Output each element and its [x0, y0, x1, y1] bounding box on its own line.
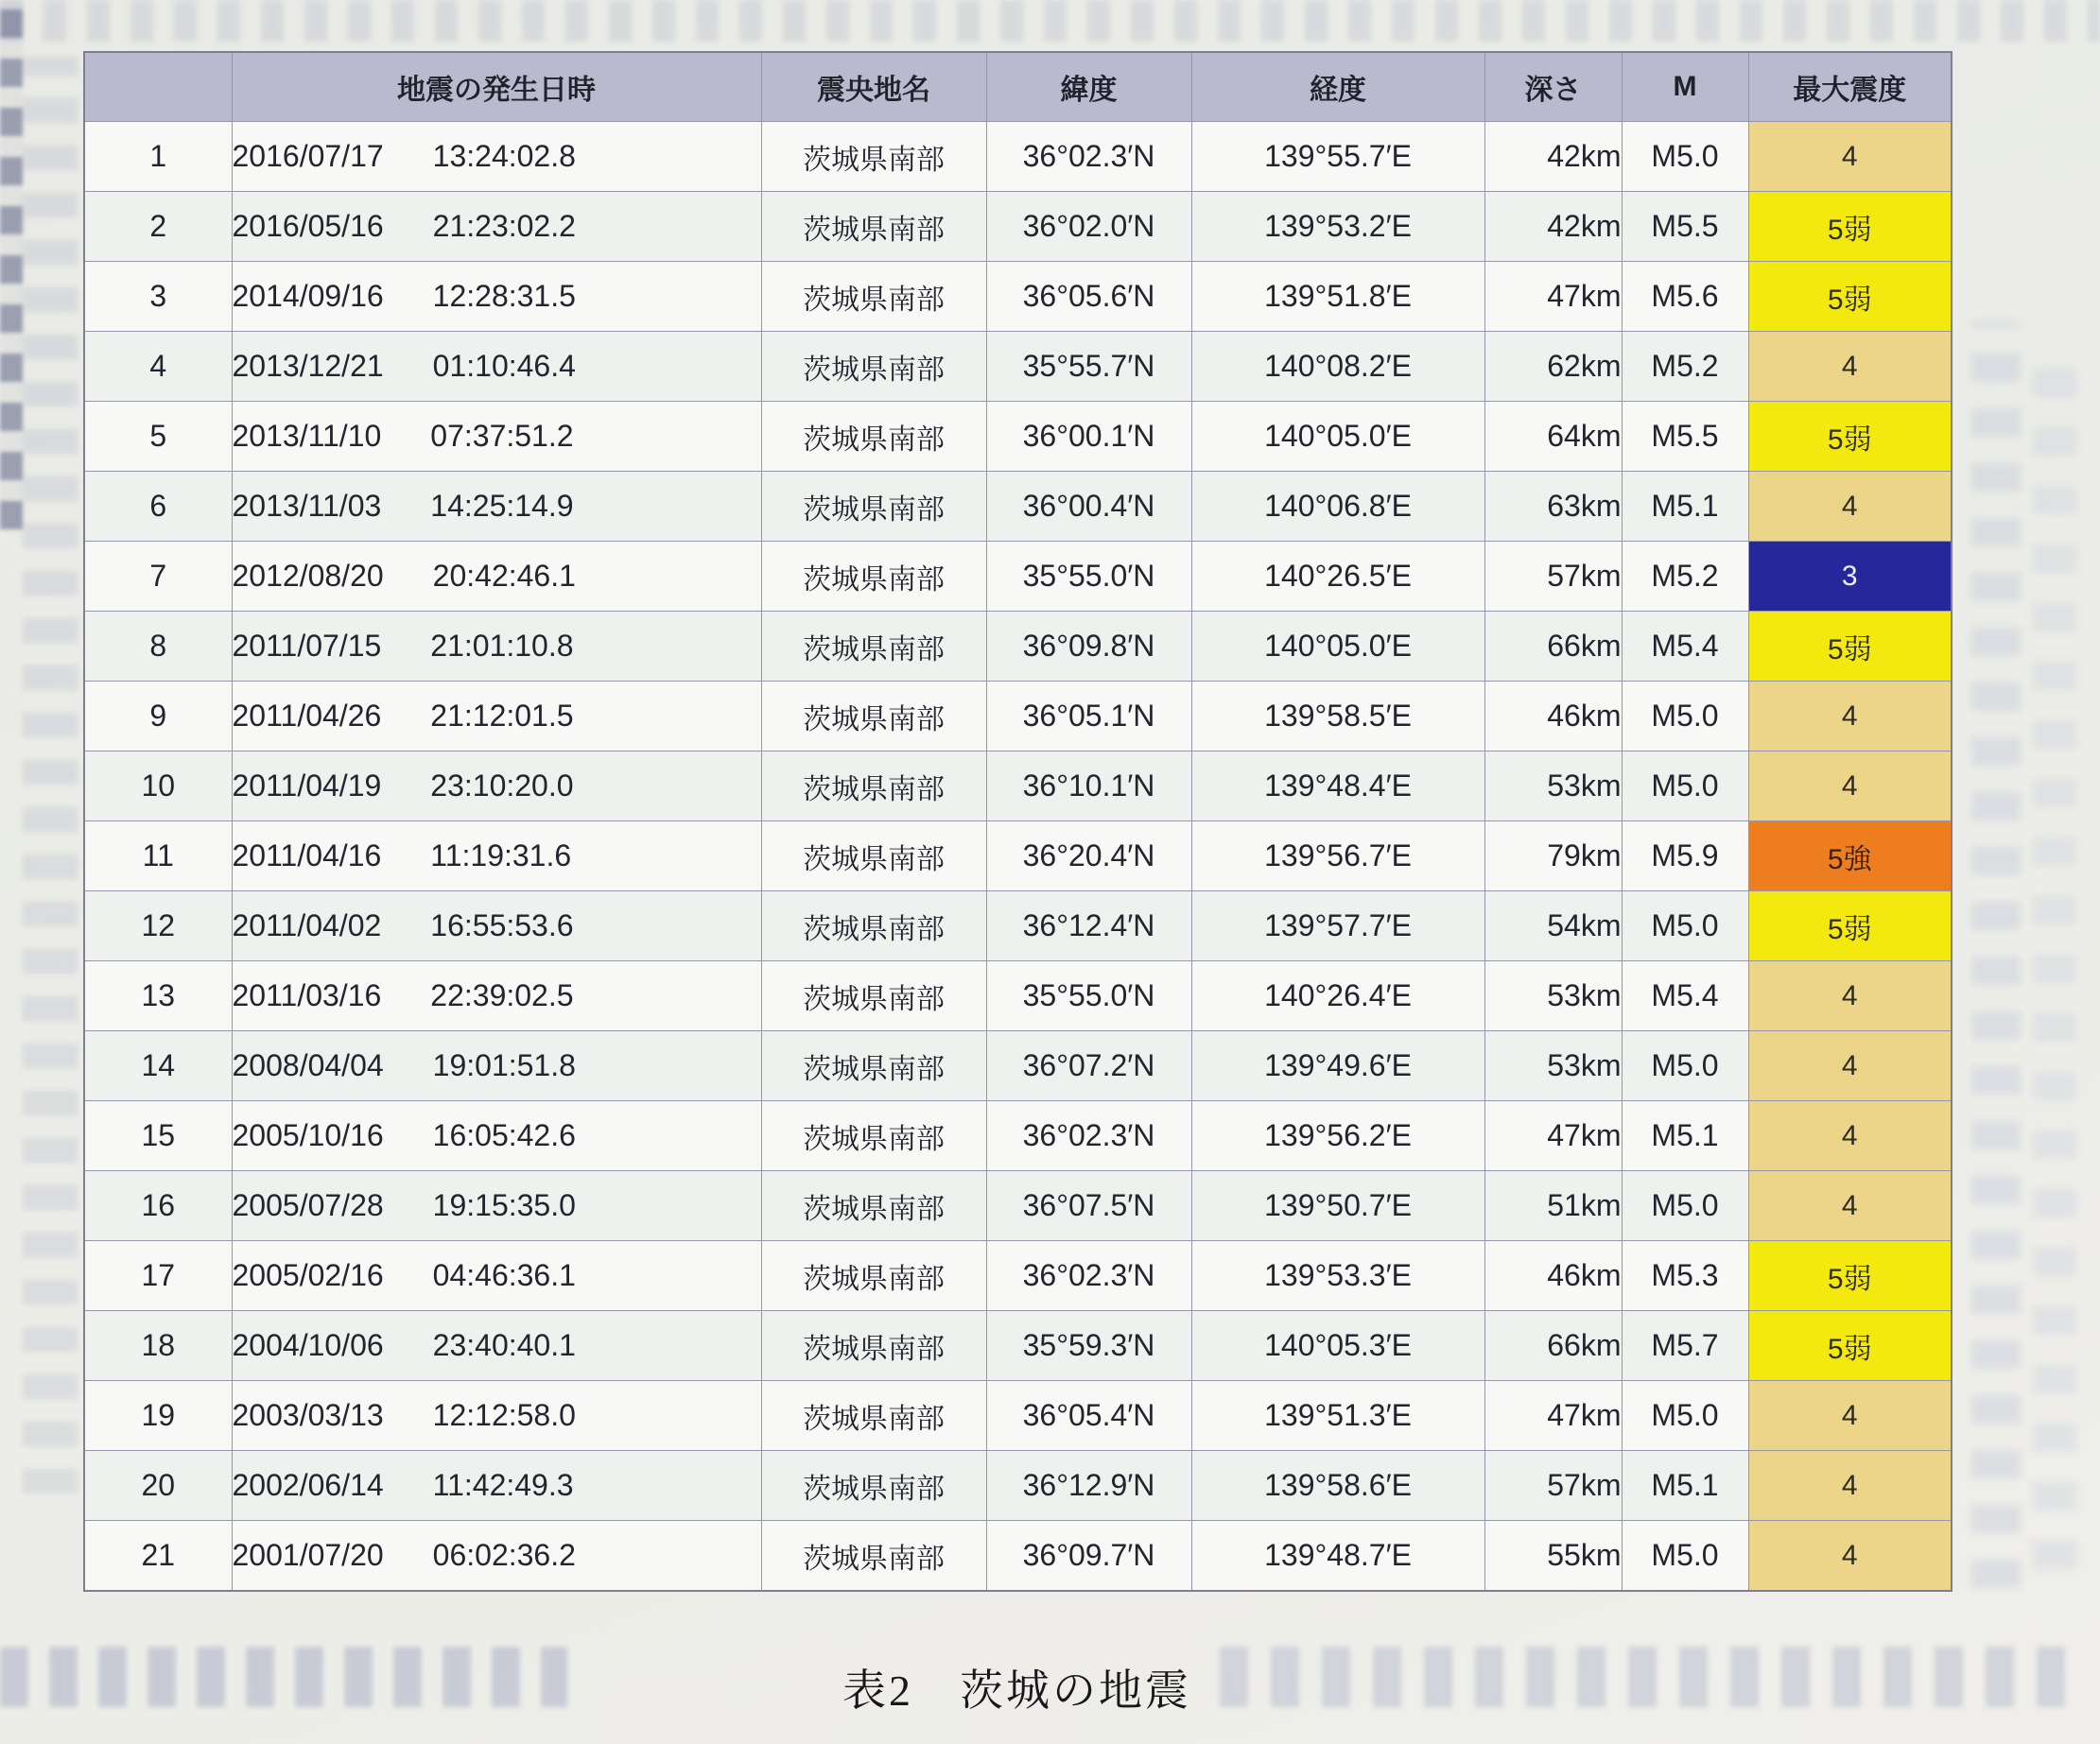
longitude-cell: 139°48.7′E	[1191, 1521, 1484, 1592]
datetime-cell	[232, 122, 761, 192]
max-intensity-cell: 5弱	[1748, 891, 1952, 961]
depth-cell: 62km	[1484, 332, 1622, 402]
row-number-cell: 13	[84, 961, 232, 1031]
latitude-cell: 36°02.0′N	[986, 192, 1191, 262]
date-text: 2008/04/04	[232, 1048, 384, 1082]
row-number-cell: 14	[84, 1031, 232, 1101]
latitude-cell: 35°55.7′N	[986, 332, 1191, 402]
datetime-cell	[232, 1381, 761, 1451]
table-row	[84, 1241, 1952, 1311]
showthrough-right-col1	[1971, 321, 2021, 1588]
epicenter-cell: 茨城県南部	[761, 821, 986, 891]
max-intensity-cell: 4	[1748, 1451, 1952, 1521]
datetime-cell	[232, 192, 761, 262]
header-max-intensity: 最大震度	[1748, 52, 1952, 122]
depth-cell: 53km	[1484, 1031, 1622, 1101]
latitude-cell: 36°20.4′N	[986, 821, 1191, 891]
magnitude-cell: M5.4	[1622, 612, 1748, 682]
latitude-cell: 35°59.3′N	[986, 1311, 1191, 1381]
longitude-cell: 139°51.8′E	[1191, 262, 1484, 332]
epicenter-cell: 茨城県南部	[761, 332, 986, 402]
date-text: 2014/09/16	[232, 279, 384, 313]
magnitude-cell: M5.2	[1622, 542, 1748, 612]
time-text: 20:42:46.1	[432, 559, 576, 593]
header-latitude: 緯度	[986, 52, 1191, 122]
longitude-cell: 139°53.2′E	[1191, 192, 1484, 262]
max-intensity-cell: 5弱	[1748, 262, 1952, 332]
datetime-cell	[232, 402, 761, 472]
longitude-cell: 140°26.4′E	[1191, 961, 1484, 1031]
showthrough-right-col2	[2033, 340, 2076, 1569]
longitude-cell: 140°26.5′E	[1191, 542, 1484, 612]
date-text: 2011/04/26	[232, 699, 382, 733]
row-number-cell: 6	[84, 472, 232, 542]
row-number-cell: 19	[84, 1381, 232, 1451]
max-intensity-cell: 5弱	[1748, 1311, 1952, 1381]
row-number-cell: 5	[84, 402, 232, 472]
max-intensity-cell: 4	[1748, 1521, 1952, 1592]
table-row	[84, 1031, 1952, 1101]
row-number-cell: 16	[84, 1171, 232, 1241]
table-row	[84, 262, 1952, 332]
row-number-cell: 18	[84, 1311, 232, 1381]
longitude-cell: 140°05.3′E	[1191, 1311, 1484, 1381]
magnitude-cell: M5.2	[1622, 332, 1748, 402]
row-number-cell: 17	[84, 1241, 232, 1311]
datetime-cell	[232, 332, 761, 402]
time-text: 12:28:31.5	[432, 279, 576, 313]
datetime-cell	[232, 1171, 761, 1241]
max-intensity-cell: 4	[1748, 1171, 1952, 1241]
magnitude-cell: M5.0	[1622, 891, 1748, 961]
showthrough-left-edge	[0, 0, 23, 529]
depth-cell: 46km	[1484, 682, 1622, 751]
max-intensity-cell: 4	[1748, 122, 1952, 192]
time-text: 16:05:42.6	[432, 1118, 576, 1152]
epicenter-cell: 茨城県南部	[761, 1171, 986, 1241]
depth-cell: 47km	[1484, 262, 1622, 332]
showthrough-left	[23, 57, 78, 1494]
time-text: 19:15:35.0	[432, 1188, 576, 1222]
epicenter-cell: 茨城県南部	[761, 472, 986, 542]
magnitude-cell: M5.1	[1622, 1101, 1748, 1171]
date-text: 2011/07/15	[232, 629, 382, 663]
time-text: 07:37:51.2	[430, 419, 574, 453]
header-datetime: 地震の発生日時	[232, 52, 761, 122]
epicenter-cell: 茨城県南部	[761, 1031, 986, 1101]
header-row	[84, 52, 1952, 122]
table-row	[84, 402, 1952, 472]
depth-cell: 55km	[1484, 1521, 1622, 1592]
time-text: 21:01:10.8	[430, 629, 574, 663]
time-text: 11:19:31.6	[430, 838, 572, 872]
longitude-cell: 139°55.7′E	[1191, 122, 1484, 192]
time-text: 06:02:36.2	[432, 1538, 576, 1572]
longitude-cell: 139°51.3′E	[1191, 1381, 1484, 1451]
depth-cell: 66km	[1484, 1311, 1622, 1381]
header-longitude: 経度	[1191, 52, 1484, 122]
latitude-cell: 35°55.0′N	[986, 542, 1191, 612]
date-text: 2004/10/06	[232, 1328, 384, 1362]
depth-cell: 57km	[1484, 1451, 1622, 1521]
max-intensity-cell: 4	[1748, 682, 1952, 751]
epicenter-cell: 茨城県南部	[761, 751, 986, 821]
epicenter-cell: 茨城県南部	[761, 402, 986, 472]
row-number-cell: 12	[84, 891, 232, 961]
magnitude-cell: M5.3	[1622, 1241, 1748, 1311]
magnitude-cell: M5.0	[1622, 1031, 1748, 1101]
depth-cell: 66km	[1484, 612, 1622, 682]
row-number-cell: 1	[84, 122, 232, 192]
row-number-cell: 11	[84, 821, 232, 891]
time-text: 11:42:49.3	[432, 1468, 574, 1502]
depth-cell: 53km	[1484, 961, 1622, 1031]
magnitude-cell: M5.0	[1622, 1171, 1748, 1241]
date-text: 2013/11/03	[232, 489, 382, 523]
max-intensity-cell: 4	[1748, 1101, 1952, 1171]
header-row-number	[84, 52, 232, 122]
depth-cell: 57km	[1484, 542, 1622, 612]
longitude-cell: 139°56.7′E	[1191, 821, 1484, 891]
epicenter-cell: 茨城県南部	[761, 1241, 986, 1311]
row-number-cell: 2	[84, 192, 232, 262]
table-row	[84, 751, 1952, 821]
max-intensity-cell: 4	[1748, 332, 1952, 402]
table-row	[84, 542, 1952, 612]
row-number-cell: 10	[84, 751, 232, 821]
magnitude-cell: M5.0	[1622, 682, 1748, 751]
longitude-cell: 140°08.2′E	[1191, 332, 1484, 402]
date-text: 2011/04/02	[232, 908, 382, 942]
row-number-cell: 8	[84, 612, 232, 682]
row-number-cell: 15	[84, 1101, 232, 1171]
datetime-cell	[232, 262, 761, 332]
depth-cell: 42km	[1484, 122, 1622, 192]
date-text: 2001/07/20	[232, 1538, 384, 1572]
row-number-cell: 20	[84, 1451, 232, 1521]
max-intensity-cell: 5弱	[1748, 192, 1952, 262]
depth-cell: 47km	[1484, 1101, 1622, 1171]
depth-cell: 79km	[1484, 821, 1622, 891]
latitude-cell: 36°09.7′N	[986, 1521, 1191, 1592]
longitude-cell: 139°48.4′E	[1191, 751, 1484, 821]
date-text: 2011/04/16	[232, 838, 382, 872]
latitude-cell: 35°55.0′N	[986, 961, 1191, 1031]
epicenter-cell: 茨城県南部	[761, 1311, 986, 1381]
table-row	[84, 1311, 1952, 1381]
datetime-cell	[232, 1451, 761, 1521]
depth-cell: 63km	[1484, 472, 1622, 542]
magnitude-cell: M5.1	[1622, 472, 1748, 542]
epicenter-cell: 茨城県南部	[761, 122, 986, 192]
time-text: 12:12:58.0	[432, 1398, 576, 1432]
date-text: 2005/07/28	[232, 1188, 384, 1222]
longitude-cell: 140°06.8′E	[1191, 472, 1484, 542]
latitude-cell: 36°00.4′N	[986, 472, 1191, 542]
datetime-cell	[232, 472, 761, 542]
table-row	[84, 891, 1952, 961]
depth-cell: 54km	[1484, 891, 1622, 961]
time-text: 14:25:14.9	[430, 489, 574, 523]
table-row	[84, 1521, 1952, 1592]
latitude-cell: 36°07.5′N	[986, 1171, 1191, 1241]
magnitude-cell: M5.6	[1622, 262, 1748, 332]
datetime-cell	[232, 1311, 761, 1381]
time-text: 21:23:02.2	[432, 209, 576, 243]
latitude-cell: 36°12.4′N	[986, 891, 1191, 961]
datetime-cell	[232, 751, 761, 821]
datetime-cell	[232, 542, 761, 612]
table-row	[84, 1451, 1952, 1521]
epicenter-cell: 茨城県南部	[761, 612, 986, 682]
depth-cell: 46km	[1484, 1241, 1622, 1311]
table-row	[84, 612, 1952, 682]
longitude-cell: 140°05.0′E	[1191, 402, 1484, 472]
max-intensity-cell: 4	[1748, 1381, 1952, 1451]
depth-cell: 64km	[1484, 402, 1622, 472]
longitude-cell: 139°49.6′E	[1191, 1031, 1484, 1101]
date-text: 2005/10/16	[232, 1118, 384, 1152]
row-number-cell: 9	[84, 682, 232, 751]
magnitude-cell: M5.4	[1622, 961, 1748, 1031]
latitude-cell: 36°05.4′N	[986, 1381, 1191, 1451]
max-intensity-cell: 4	[1748, 751, 1952, 821]
datetime-cell	[232, 1031, 761, 1101]
epicenter-cell: 茨城県南部	[761, 262, 986, 332]
longitude-cell: 140°05.0′E	[1191, 612, 1484, 682]
table-row	[84, 1171, 1952, 1241]
max-intensity-cell: 5弱	[1748, 1241, 1952, 1311]
epicenter-cell: 茨城県南部	[761, 682, 986, 751]
magnitude-cell: M5.7	[1622, 1311, 1748, 1381]
table-row	[84, 821, 1952, 891]
table-row	[84, 1101, 1952, 1171]
latitude-cell: 36°05.1′N	[986, 682, 1191, 751]
date-text: 2003/03/13	[232, 1398, 384, 1432]
datetime-cell	[232, 1241, 761, 1311]
datetime-cell	[232, 1521, 761, 1592]
longitude-cell: 139°58.5′E	[1191, 682, 1484, 751]
max-intensity-cell: 5弱	[1748, 612, 1952, 682]
row-number-cell: 21	[84, 1521, 232, 1592]
latitude-cell: 36°07.2′N	[986, 1031, 1191, 1101]
table-row	[84, 472, 1952, 542]
row-number-cell: 3	[84, 262, 232, 332]
longitude-cell: 139°56.2′E	[1191, 1101, 1484, 1171]
latitude-cell: 36°02.3′N	[986, 1101, 1191, 1171]
datetime-cell	[232, 821, 761, 891]
table-row	[84, 1381, 1952, 1451]
time-text: 19:01:51.8	[432, 1048, 576, 1082]
header-magnitude: M	[1622, 52, 1748, 122]
datetime-cell	[232, 682, 761, 751]
depth-cell: 51km	[1484, 1171, 1622, 1241]
time-text: 04:46:36.1	[432, 1258, 576, 1292]
epicenter-cell: 茨城県南部	[761, 1451, 986, 1521]
max-intensity-cell: 3	[1748, 542, 1952, 612]
epicenter-cell: 茨城県南部	[761, 542, 986, 612]
row-number-cell: 4	[84, 332, 232, 402]
magnitude-cell: M5.0	[1622, 1521, 1748, 1592]
date-text: 2013/11/10	[232, 419, 382, 453]
epicenter-cell: 茨城県南部	[761, 1101, 986, 1171]
epicenter-cell: 茨城県南部	[761, 1381, 986, 1451]
table-row	[84, 122, 1952, 192]
table-row	[84, 332, 1952, 402]
longitude-cell: 139°53.3′E	[1191, 1241, 1484, 1311]
longitude-cell: 139°58.6′E	[1191, 1451, 1484, 1521]
latitude-cell: 36°00.1′N	[986, 402, 1191, 472]
date-text: 2005/02/16	[232, 1258, 384, 1292]
epicenter-cell: 茨城県南部	[761, 891, 986, 961]
latitude-cell: 36°10.1′N	[986, 751, 1191, 821]
latitude-cell: 36°02.3′N	[986, 1241, 1191, 1311]
date-text: 2002/06/14	[232, 1468, 384, 1502]
max-intensity-cell: 4	[1748, 472, 1952, 542]
date-text: 2013/12/21	[232, 349, 384, 383]
latitude-cell: 36°05.6′N	[986, 262, 1191, 332]
magnitude-cell: M5.1	[1622, 1451, 1748, 1521]
datetime-cell	[232, 1101, 761, 1171]
date-text: 2011/04/19	[232, 768, 382, 803]
latitude-cell: 36°02.3′N	[986, 122, 1191, 192]
longitude-cell: 139°57.7′E	[1191, 891, 1484, 961]
datetime-cell	[232, 961, 761, 1031]
time-text: 23:40:40.1	[432, 1328, 576, 1362]
table-row	[84, 682, 1952, 751]
earthquake-table	[83, 51, 1952, 1592]
magnitude-cell: M5.0	[1622, 751, 1748, 821]
max-intensity-cell: 5強	[1748, 821, 1952, 891]
time-text: 22:39:02.5	[430, 978, 574, 1012]
max-intensity-cell: 4	[1748, 961, 1952, 1031]
time-text: 13:24:02.8	[432, 139, 576, 173]
time-text: 21:12:01.5	[430, 699, 574, 733]
latitude-cell: 36°12.9′N	[986, 1451, 1191, 1521]
table-row	[84, 961, 1952, 1031]
epicenter-cell: 茨城県南部	[761, 1521, 986, 1592]
latitude-cell: 36°09.8′N	[986, 612, 1191, 682]
max-intensity-cell: 4	[1748, 1031, 1952, 1101]
magnitude-cell: M5.5	[1622, 192, 1748, 262]
header-epicenter: 震央地名	[761, 52, 986, 122]
date-text: 2011/03/16	[232, 978, 382, 1012]
header-depth: 深さ	[1484, 52, 1622, 122]
magnitude-cell: M5.0	[1622, 1381, 1748, 1451]
datetime-cell	[232, 891, 761, 961]
table-caption: 表2 茨城の地震	[842, 1666, 1191, 1715]
longitude-cell: 139°50.7′E	[1191, 1171, 1484, 1241]
datetime-cell	[232, 612, 761, 682]
row-number-cell: 7	[84, 542, 232, 612]
epicenter-cell: 茨城県南部	[761, 192, 986, 262]
max-intensity-cell: 5弱	[1748, 402, 1952, 472]
date-text: 2012/08/20	[232, 559, 384, 593]
date-text: 2016/07/17	[232, 139, 384, 173]
depth-cell: 47km	[1484, 1381, 1622, 1451]
time-text: 01:10:46.4	[432, 349, 576, 383]
magnitude-cell: M5.5	[1622, 402, 1748, 472]
date-text: 2016/05/16	[232, 209, 384, 243]
depth-cell: 42km	[1484, 192, 1622, 262]
magnitude-cell: M5.9	[1622, 821, 1748, 891]
earthquake-table-body	[84, 122, 1952, 1592]
time-text: 16:55:53.6	[430, 908, 574, 942]
magnitude-cell: M5.0	[1622, 122, 1748, 192]
epicenter-cell: 茨城県南部	[761, 961, 986, 1031]
table-row	[84, 192, 1952, 262]
depth-cell: 53km	[1484, 751, 1622, 821]
showthrough-top	[0, 0, 2100, 42]
earthquake-table-header	[84, 52, 1952, 122]
time-text: 23:10:20.0	[430, 768, 574, 803]
